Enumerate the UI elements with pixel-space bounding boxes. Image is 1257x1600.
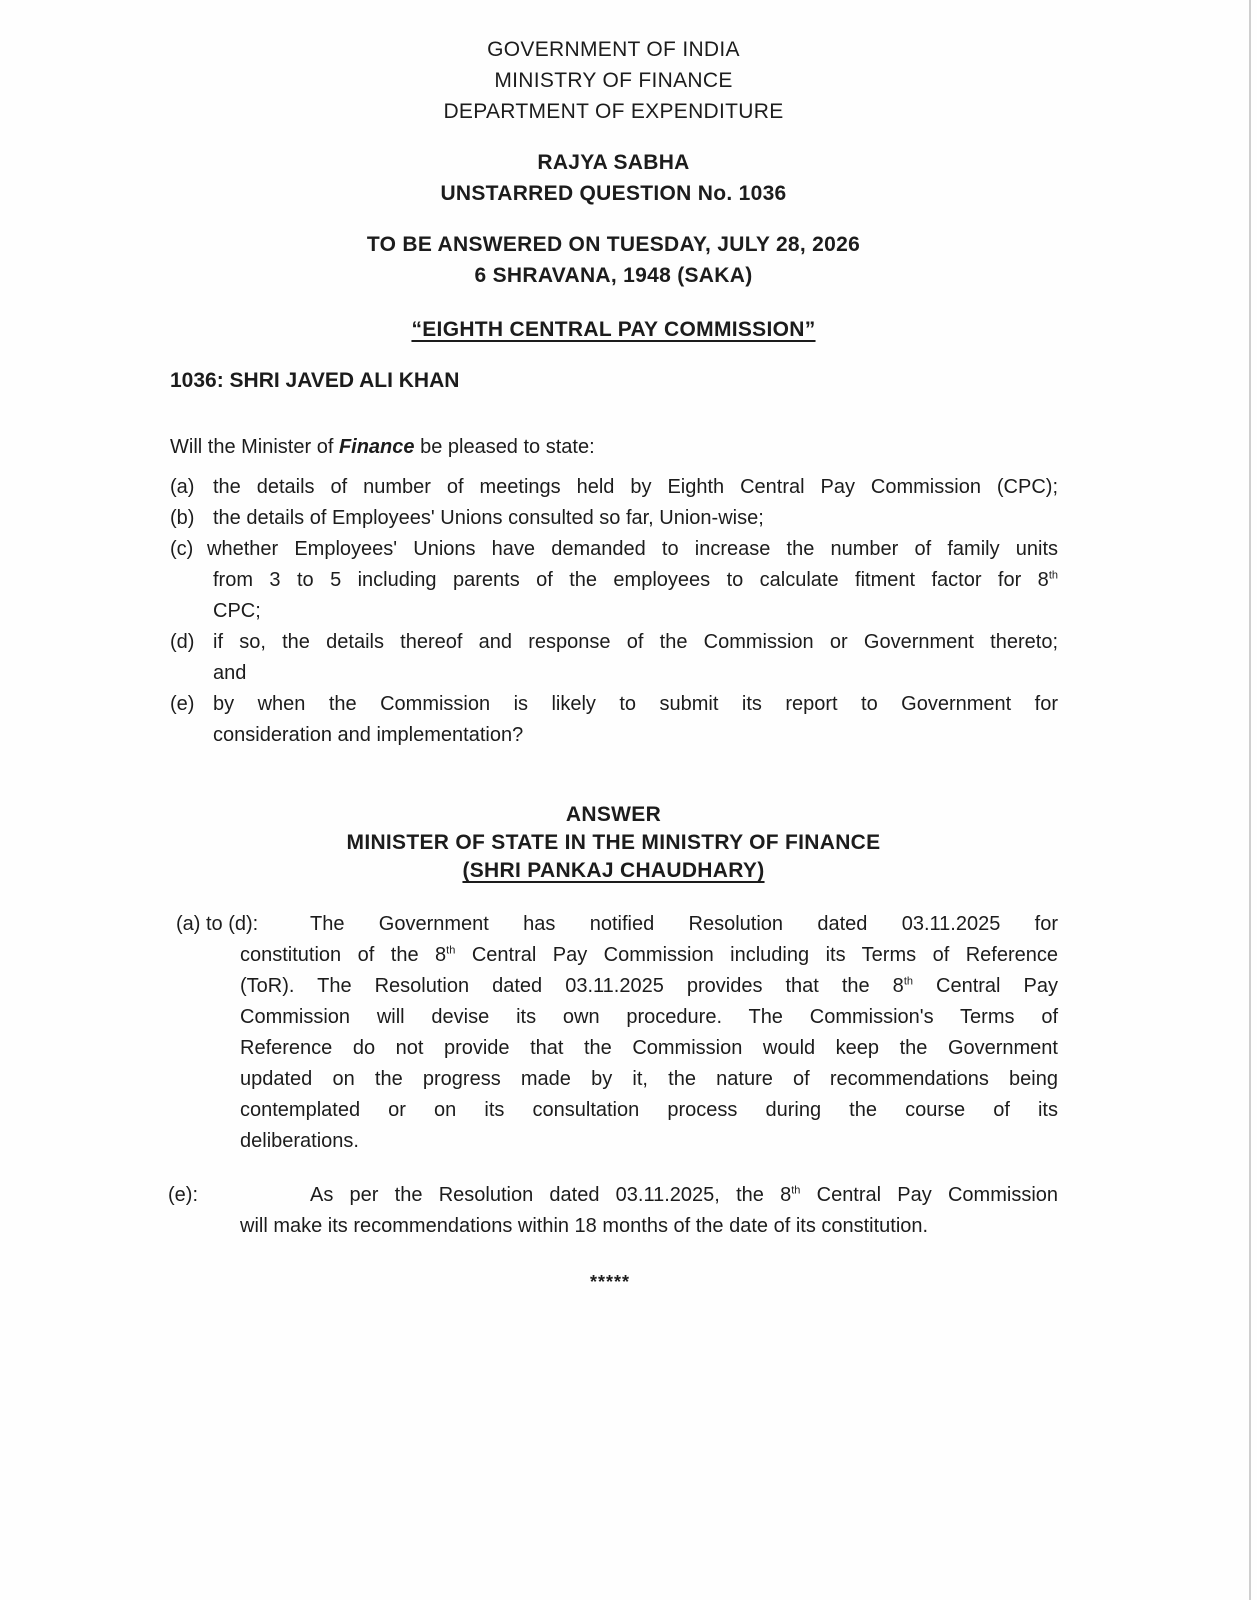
answer-e-label: (e):: [168, 1184, 198, 1206]
header-government: GOVERNMENT OF INDIA: [487, 38, 740, 61]
question-c-line2: from 3 to 5 including parents of the employees to calculate fitment factor for 8th: [213, 569, 1058, 591]
minister-name: (SHRI PANKAJ CHAUDHARY): [462, 859, 765, 882]
saka-date: 6 SHRAVANA, 1948 (SAKA): [474, 264, 753, 287]
answer-ad-line7: contemplated or on its consultation process during the course of its: [240, 1099, 1058, 1121]
question-c-label: (c): [170, 538, 194, 560]
question-number: UNSTARRED QUESTION No. 1036: [440, 182, 787, 205]
answer-ad-label: (a) to (d):: [176, 913, 259, 935]
minister-name-line: [0, 855, 1227, 886]
question-e-label: (e): [170, 693, 195, 715]
header-ministry: MINISTRY OF FINANCE: [494, 69, 733, 92]
page-edge: [1249, 0, 1251, 1600]
answer-ad-line4: Commission will devise its own procedure. The Commission's Terms of: [240, 1006, 1058, 1028]
answer-ad-line1: The Government has notified Resolution dated 03.11.2025 for: [310, 913, 1058, 935]
question-e-line1: by when the Commission is likely to submit its report to Government for: [213, 693, 1058, 715]
answer-ad-line5: Reference do not provide that the Commission would keep the Government: [240, 1037, 1058, 1059]
question-b-text: the details of Employees' Unions consulted so far, Union-wise;: [213, 507, 764, 529]
question-d-line2: and: [213, 662, 247, 684]
answer-ad-line3: (ToR). The Resolution dated 03.11.2025 provides that the 8th Central Pay: [240, 975, 1058, 997]
ministry-name: Finance: [338, 436, 415, 458]
answer-ad-line6: updated on the progress made by it, the nature of recommendations being: [240, 1068, 1058, 1090]
question-a-text: the details of number of meetings held by Eighth Central Pay Commission (CPC);: [213, 476, 1058, 498]
asker-name: 1036: SHRI JAVED ALI KHAN: [170, 369, 460, 392]
answer-date: TO BE ANSWERED ON TUESDAY, JULY 28, 2026: [366, 233, 861, 256]
question-b-label: (b): [170, 507, 195, 529]
header-department: DEPARTMENT OF EXPENDITURE: [443, 100, 784, 123]
question-a-label: (a): [170, 476, 195, 498]
subject-title: [0, 314, 1227, 345]
answer-ad-line8: deliberations.: [240, 1130, 359, 1152]
question-d-line1: if so, the details thereof and response of the Commission or Government thereto;: [213, 631, 1058, 653]
answer-heading: ANSWER: [565, 803, 662, 826]
question-intro: Will the Minister of Finance be pleased to state:: [170, 436, 595, 458]
question-c-line1: whether Employees' Unions have demanded to increase the number of family units: [207, 538, 1058, 560]
minister-title: MINISTER OF STATE IN THE MINISTRY OF FINANCE: [346, 831, 881, 854]
question-e-line2: consideration and implementation?: [213, 724, 524, 746]
house-name: RAJYA SABHA: [537, 151, 690, 174]
answer-e-line2: will make its recommendations within 18 months of the date of its constitution.: [240, 1215, 929, 1237]
end-marker: *****: [590, 1272, 631, 1292]
answer-ad-line2: constitution of the 8th Central Pay Commission including its Terms of Reference: [240, 944, 1058, 966]
question-d-label: (d): [170, 631, 195, 653]
subject-text: “EIGHTH CENTRAL PAY COMMISSION”: [411, 318, 816, 341]
question-c-line3: CPC;: [213, 600, 261, 622]
answer-e-line1: As per the Resolution dated 03.11.2025, the 8th Central Pay Commission: [310, 1184, 1059, 1206]
